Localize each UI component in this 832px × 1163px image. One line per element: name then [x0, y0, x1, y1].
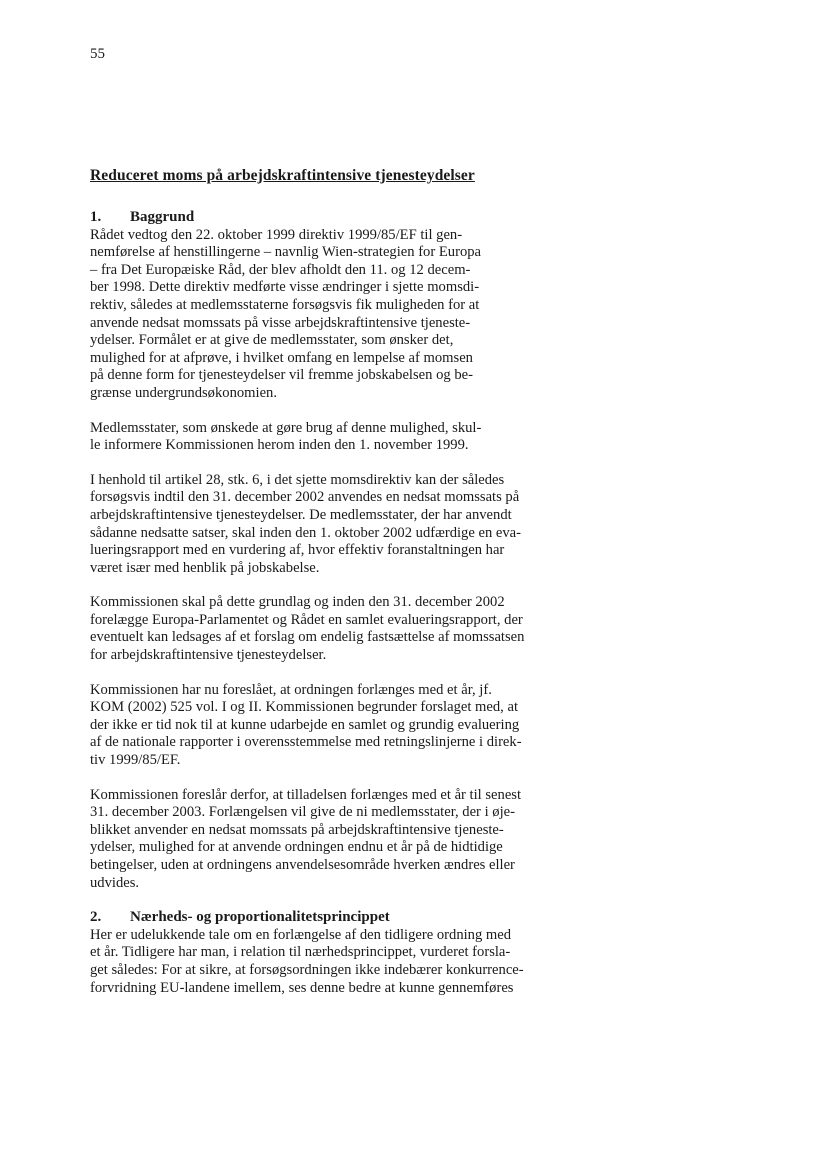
paragraph: [90, 594, 630, 664]
text-line: Kommissionen har nu foreslået, at ordningen forlænges med et år, jf.: [90, 681, 492, 698]
section-heading: [90, 209, 630, 227]
text-line: tiv 1999/85/EF.: [90, 752, 181, 769]
text-line: nemførelse af henstillingerne – navnlig Wien-strategien for Europa: [90, 244, 482, 261]
text-line: 31. december 2003. Forlængelsen vil give de ni medlemsstater, der i øje-: [90, 804, 515, 821]
text-line: forvridning EU-landene imellem, ses denne bedre at kunne gennemføres: [90, 979, 514, 996]
text-line: Medlemsstater, som ønskede at gøre brug af denne mulighed, skul-: [90, 419, 482, 436]
text-line: forsøgsvis indtil den 31. december 2002 anvendes en nedsat momssats på: [90, 489, 520, 506]
paragraph: [90, 472, 630, 578]
text-line: ydelser, mulighed for at anvende ordningen endnu et år på de hidtidige: [90, 839, 503, 856]
paragraph: [90, 787, 630, 893]
text-line: eventuelt kan ledsages af et forslag om endelig fastsættelse af momssatsen: [90, 629, 525, 646]
text-line: forelægge Europa-Parlamentet og Rådet en samlet evalueringsrapport, der: [90, 611, 523, 628]
text-line: mulighed for at afprøve, i hvilket omfang en lempelse af momsen: [90, 349, 473, 366]
section-number: 2.: [90, 909, 102, 926]
text-line: arbejdskraftintensive tjenesteydelser. De medlemsstater, der har anvendt: [90, 506, 512, 523]
text-line: for arbejdskraftintensive tjenesteydelser.: [90, 647, 327, 664]
section-paragraphs: [90, 227, 630, 893]
section-background: [90, 209, 630, 892]
text-line: I henhold til artikel 28, stk. 6, i det sjette momsdirektiv kan der således: [90, 471, 505, 488]
text-line: Kommissionen foreslår derfor, at tilladelsen forlænges med et år til senest: [90, 786, 522, 803]
text-line: ber 1998. Dette direktiv medførte visse ændringer i sjette momsdi-: [90, 279, 480, 296]
section-number: 1.: [90, 209, 102, 225]
section-title: Nærheds- og proportionalitetsprincippet: [130, 909, 390, 926]
text-line: le informere Kommissionen herom inden den 1. november 1999.: [90, 437, 469, 454]
section-heading: [90, 909, 630, 927]
text-line: blikket anvender en nedsat momssats på arbejdskraftintensive tjeneste-: [90, 821, 504, 838]
text-line: rektiv, således at medlemsstaterne forsøgsvis fik muligheden for at: [90, 296, 480, 313]
text-line: sådanne nedsatte satser, skal inden den 1. oktober 2002 udfærdige en eva-: [90, 524, 522, 541]
text-line: get således: For at sikre, at forsøgsordningen ikke indebærer konkurrence-: [90, 961, 524, 978]
text-line: været især med henblik på jobskabelse.: [90, 559, 320, 576]
text-line: grænse undergrundsøkonomien.: [90, 384, 277, 401]
section-paragraphs: [90, 927, 630, 997]
text-line: Kommissionen skal på dette grundlag og inden den 31. december 2002: [90, 594, 505, 611]
text-line: på denne form for tjenesteydelser vil fremme jobskabelsen og be-: [90, 367, 473, 384]
text-line: af de nationale rapporter i overensstemmelse med retningslinjerne i direk-: [90, 734, 522, 751]
paragraph: [90, 420, 630, 455]
text-line: udvides.: [90, 874, 140, 891]
section-title: Baggrund: [130, 209, 195, 225]
text-line: KOM (2002) 525 vol. I og II. Kommissionen begrunder forslaget med, at: [90, 699, 519, 716]
text-line: anvende nedsat momssats på visse arbejdskraftintensive tjeneste-: [90, 314, 471, 331]
text-line: Rådet vedtog den 22. oktober 1999 direktiv 1999/85/EF til gen-: [90, 226, 463, 243]
paragraph: [90, 227, 630, 403]
document-body: [90, 209, 630, 1014]
text-line: lueringsrapport med en vurdering af, hvor effektiv foranstaltningen har: [90, 542, 505, 559]
text-line: et år. Tidligere har man, i relation til nærhedsprincippet, vurderet forsla-: [90, 944, 511, 961]
paragraph: [90, 682, 630, 770]
paragraph: [90, 927, 630, 997]
text-line: – fra Det Europæiske Råd, der blev afholdt den 11. og 12 decem-: [90, 261, 471, 278]
text-line: ydelser. Formålet er at give de medlemsstater, som ønsker det,: [90, 332, 454, 349]
document-title: Reduceret moms på arbejdskraftintensive tjenesteydelser: [90, 167, 475, 184]
page-number: 55: [90, 46, 105, 62]
text-line: betingelser, uden at ordningens anvendelsesområde hverken ændres eller: [90, 857, 515, 873]
text-line: Her er udelukkende tale om en forlængelse af den tidligere ordning med: [90, 926, 512, 943]
section-subsidiarity: [90, 909, 630, 997]
text-line: der ikke er tid nok til at kunne udarbejde en samlet og grundig evaluering: [90, 716, 520, 733]
